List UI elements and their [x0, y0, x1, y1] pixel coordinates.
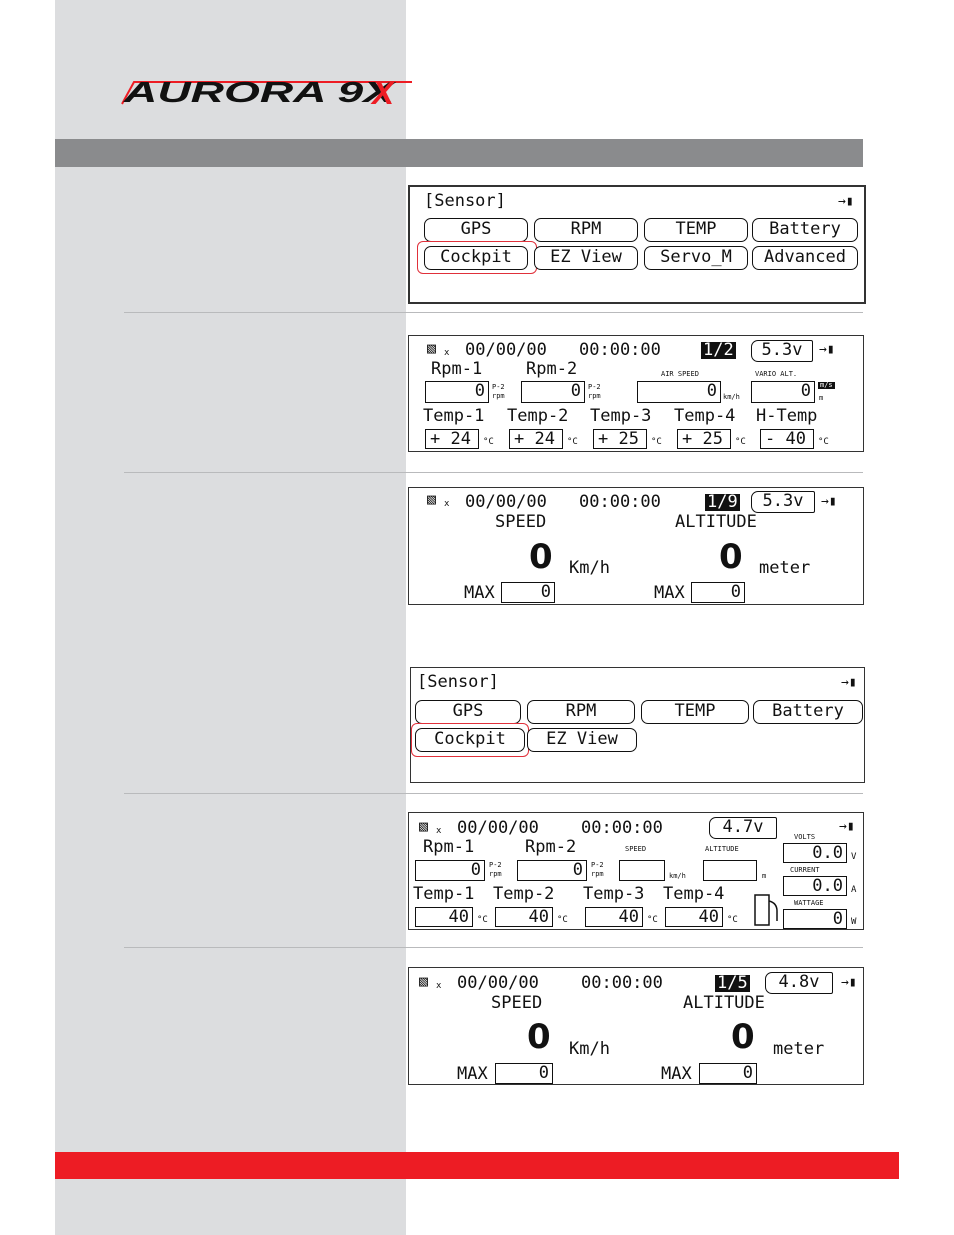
temp3-label: Temp-3 — [583, 884, 645, 904]
battery-button[interactable]: Battery — [752, 218, 858, 242]
h-temp-label: H-Temp — [756, 406, 818, 426]
date-display: 00/00/00 — [457, 973, 539, 993]
vario-unit-top: m/s — [820, 381, 833, 389]
sensor-menu-screen — [408, 185, 866, 304]
speed-value: 0 — [527, 1017, 551, 1057]
aurora-9x-logo — [120, 76, 412, 106]
rpm2-unit: rpm — [591, 870, 604, 878]
speed-label: SPEED — [625, 845, 647, 853]
rpm-button[interactable]: RPM — [527, 700, 635, 724]
ez-view-button[interactable]: EZ View — [534, 246, 638, 270]
h-temp-unit: °C — [818, 437, 829, 447]
temp2-value: 40 — [495, 907, 553, 927]
exit-arrow-icon[interactable]: →▮ — [839, 819, 855, 834]
exit-arrow-icon[interactable]: →▮ — [841, 975, 857, 990]
altitude-unit: m — [762, 872, 767, 880]
advanced-button[interactable]: Advanced — [752, 246, 858, 270]
rpm1-unit: rpm — [492, 392, 505, 400]
rpm2-value: 0 — [517, 860, 587, 881]
vario-unit: m — [819, 394, 824, 402]
max-speed-label: MAX — [464, 583, 495, 603]
altitude-label: ALTITUDE — [683, 993, 765, 1013]
fuel-tank-icon — [751, 891, 781, 927]
altitude-unit: meter — [773, 1039, 825, 1059]
temp3-unit: °C — [647, 915, 658, 925]
battery-button[interactable]: Battery — [753, 700, 863, 724]
current-unit: A — [851, 885, 857, 895]
time-display: 00:00:00 — [581, 818, 663, 838]
temp1-label: Temp-1 — [423, 406, 485, 426]
gps-button[interactable]: GPS — [415, 700, 521, 724]
exit-arrow-icon[interactable]: →▮ — [821, 494, 837, 509]
page-indicator[interactable]: 1/2 — [703, 340, 734, 360]
temp3-value: 40 — [585, 907, 643, 927]
x-mark: x — [444, 499, 450, 509]
volts-unit: V — [851, 852, 857, 862]
temp1-value: + 24 — [425, 429, 479, 449]
rpm1-unit: rpm — [489, 870, 502, 878]
rpm2-unit-top: P-2 — [588, 383, 601, 391]
telemetry-screen-2 — [408, 812, 864, 930]
max-speed-value: 0 — [501, 582, 555, 603]
speed-altitude-screen-2 — [408, 967, 864, 1085]
current-value: 0.0 — [783, 876, 847, 896]
divider — [124, 312, 863, 313]
max-speed-label: MAX — [457, 1064, 488, 1084]
altitude-value — [703, 860, 757, 881]
time-display: 00:00:00 — [579, 492, 661, 512]
x-mark: x — [444, 348, 450, 358]
speed-value — [619, 860, 665, 881]
divider — [124, 947, 863, 948]
rpm2-label: Rpm-2 — [525, 837, 577, 857]
section-header-bar — [55, 139, 863, 167]
max-speed-value: 0 — [495, 1063, 553, 1084]
temp3-unit: °C — [651, 437, 662, 447]
temp3-label: Temp-3 — [590, 406, 652, 426]
date-display: 00/00/00 — [465, 492, 547, 512]
wattage-label: WATTAGE — [794, 899, 824, 907]
temp4-label: Temp-4 — [674, 406, 736, 426]
rpm2-unit: rpm — [588, 392, 601, 400]
max-altitude-value: 0 — [691, 582, 745, 603]
speed-altitude-screen-1 — [408, 487, 864, 605]
temp3-value: + 25 — [593, 429, 647, 449]
date-display: 00/00/00 — [457, 818, 539, 838]
wattage-unit: W — [851, 917, 857, 927]
max-altitude-label: MAX — [661, 1064, 692, 1084]
airspeed-label: AIR SPEED — [661, 370, 699, 378]
page-indicator[interactable]: 1/9 — [707, 492, 738, 512]
temp-button[interactable]: TEMP — [641, 700, 749, 724]
time-display: 00:00:00 — [581, 973, 663, 993]
cockpit-highlight — [417, 241, 537, 274]
temp4-unit: °C — [727, 915, 738, 925]
current-label: CURRENT — [790, 866, 820, 874]
cockpit-highlight — [411, 723, 529, 757]
cockpit-button[interactable]: Cockpit — [415, 728, 525, 752]
altitude-value: 0 — [731, 1017, 755, 1057]
temp2-unit: °C — [557, 915, 568, 925]
date-display: 00/00/00 — [465, 340, 547, 360]
vario-label: VARIO ALT. — [755, 370, 798, 378]
antenna-icon: ▧ — [427, 339, 437, 357]
rpm1-unit-top: P-2 — [492, 383, 505, 391]
screen-title: [Sensor] — [417, 672, 499, 692]
speed-label: SPEED — [495, 512, 547, 532]
temp4-unit: °C — [735, 437, 746, 447]
rpm-button[interactable]: RPM — [534, 218, 638, 242]
rpm1-label: Rpm-1 — [431, 359, 483, 379]
rpm1-value: 0 — [415, 860, 485, 881]
battery-indicator: 4.8v — [765, 972, 833, 994]
volts-label: VOLTS — [794, 833, 816, 841]
h-temp-value: - 40 — [760, 429, 814, 449]
speed-unit: km/h — [669, 872, 686, 880]
max-altitude-value: 0 — [699, 1063, 757, 1084]
airspeed-unit: km/h — [723, 393, 740, 401]
wattage-value: 0 — [783, 909, 847, 929]
divider — [124, 793, 863, 794]
altitude-label: ALTITUDE — [675, 512, 757, 532]
divider — [124, 472, 863, 473]
cockpit-button[interactable]: Cockpit — [424, 246, 528, 270]
vario-value: 0 — [751, 381, 815, 403]
rpm2-unit-top: P-2 — [591, 861, 604, 869]
speed-label: SPEED — [491, 993, 543, 1013]
temp1-unit: °C — [483, 437, 494, 447]
temp1-value: 40 — [415, 907, 473, 927]
temp4-label: Temp-4 — [663, 884, 725, 904]
temp-button[interactable]: TEMP — [644, 218, 748, 242]
temp4-value: 40 — [665, 907, 723, 927]
temp2-label: Temp-2 — [507, 406, 569, 426]
exit-arrow-icon[interactable]: →▮ — [838, 194, 854, 209]
airspeed-value: 0 — [637, 381, 721, 403]
volts-value: 0.0 — [783, 843, 847, 863]
rpm1-value: 0 — [425, 381, 489, 403]
exit-arrow-icon[interactable]: →▮ — [841, 675, 857, 690]
speed-unit: Km/h — [569, 558, 610, 578]
logo-x-accent: X — [372, 76, 395, 106]
temp2-unit: °C — [567, 437, 578, 447]
rpm1-unit-top: P-2 — [489, 861, 502, 869]
sensor-menu-screen-2 — [410, 667, 865, 783]
speed-unit: Km/h — [569, 1039, 610, 1059]
altitude-value: 0 — [719, 537, 743, 577]
speed-value: 0 — [529, 537, 553, 577]
temp1-label: Temp-1 — [413, 884, 475, 904]
temp2-value: + 24 — [509, 429, 563, 449]
altitude-unit: meter — [759, 558, 811, 578]
telemetry-screen-1 — [408, 335, 864, 452]
time-display: 00:00:00 — [579, 340, 661, 360]
temp2-label: Temp-2 — [493, 884, 555, 904]
antenna-icon: ▧ — [427, 490, 437, 508]
x-mark: x — [436, 981, 442, 991]
battery-indicator: 5.3v — [751, 340, 813, 362]
left-sidebar-band — [55, 0, 406, 1235]
battery-indicator: 4.7v — [709, 817, 777, 839]
gps-button[interactable]: GPS — [424, 218, 528, 242]
ez-view-button[interactable]: EZ View — [527, 728, 637, 752]
footer-red-band — [55, 1152, 899, 1179]
screen-title: [Sensor] — [424, 191, 506, 211]
battery-indicator: 5.3v — [751, 491, 815, 513]
rpm2-label: Rpm-2 — [526, 359, 578, 379]
temp1-unit: °C — [477, 915, 488, 925]
altitude-label: ALTITUDE — [705, 845, 739, 853]
x-mark: x — [436, 826, 442, 836]
max-altitude-label: MAX — [654, 583, 685, 603]
antenna-icon: ▧ — [419, 817, 429, 835]
servo-m-button[interactable]: Servo_M — [644, 246, 748, 270]
page-indicator[interactable]: 1/5 — [717, 973, 748, 993]
exit-arrow-icon[interactable]: →▮ — [819, 342, 835, 357]
temp4-value: + 25 — [677, 429, 731, 449]
rpm1-label: Rpm-1 — [423, 837, 475, 857]
logo-text: AURORA 9X — [122, 77, 397, 106]
antenna-icon: ▧ — [419, 972, 429, 990]
rpm2-value: 0 — [521, 381, 585, 403]
